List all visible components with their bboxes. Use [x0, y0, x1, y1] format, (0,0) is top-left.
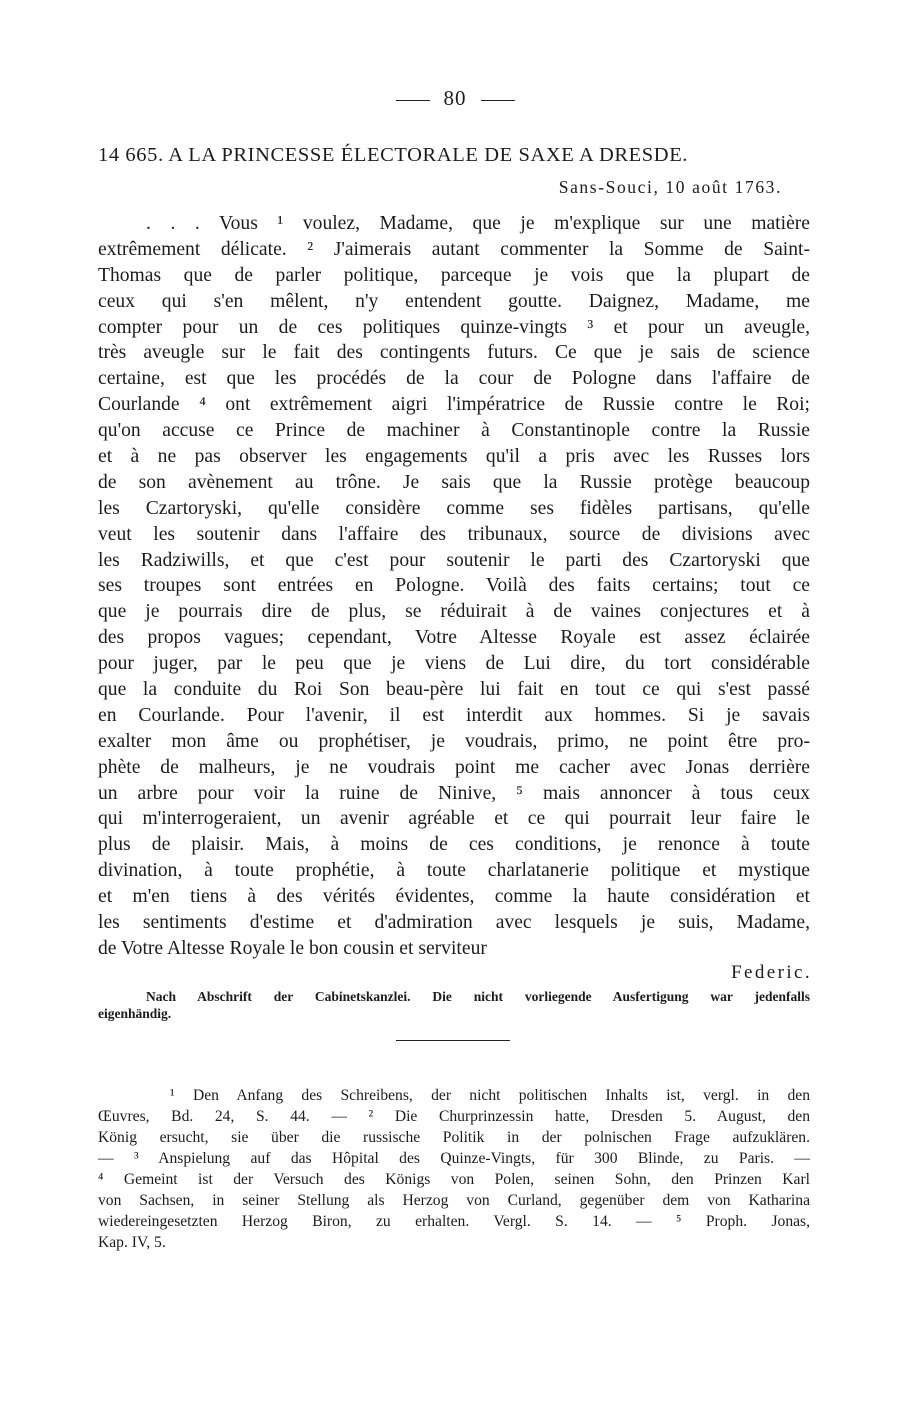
letter-body — [98, 211, 810, 962]
page-header — [98, 86, 812, 111]
footnote-line: — ³ Anspielung auf das Hôpital des Quinze-Vingts, für 300 Blinde, zu Paris. — — [98, 1150, 810, 1167]
body-line: et à ne pas observer les engagements qu'il a pris avec les Russes lors — [98, 446, 810, 468]
place-date: Sans-Souci, 10 août 1763. — [558, 177, 782, 197]
body-line: des propos vagues; cependant, Votre Altesse Royale est assez éclairée — [98, 627, 810, 649]
footnote-line: wiedereingesetzten Herzog Biron, zu erhalten. Vergl. S. 14. — ⁵ Proph. Jonas, — [98, 1213, 810, 1230]
body-line: extrêmement délicate. ² J'aimerais autant commenter la Somme de Saint- — [98, 238, 810, 260]
body-line: ses troupes sont entrées en Pologne. Voilà des faits certains; tout ce — [98, 575, 810, 597]
footnote-line: König ersucht, sie über die russische Politik in der polnischen Frage aufzuklären. — [98, 1129, 810, 1146]
body-line: . . . Vous ¹ voulez, Madame, que je m'explique sur une matière — [146, 213, 810, 234]
body-line: certaine, est que les procédés de la cour de Pologne dans l'affaire de — [98, 368, 810, 390]
body-line: Thomas que de parler politique, parceque je vois que la plupart de — [98, 264, 810, 286]
page-number: 80 — [443, 86, 467, 110]
body-line: très aveugle sur le fait des contingents futurs. Ce que je sais de science — [98, 342, 810, 364]
body-line: compter pour un de ces politiques quinze-vingts ³ et pour un aveugle, — [98, 316, 810, 338]
body-line: qui m'interrogeraient, un avenir agréable et ce qui pourrait leur faire le — [98, 808, 810, 830]
source-note-line: eigenhändig. — [98, 1006, 172, 1021]
footnote-line: ⁴ Gemeint ist der Versuch des Königs von Polen, seinen Sohn, den Prinzen Karl — [98, 1171, 810, 1188]
body-line: ceux qui s'en mêlent, n'y entendent goutte. Daignez, Madame, me — [98, 290, 810, 312]
body-line: veut les soutenir dans l'affaire des tribunaux, source de divisions avec — [98, 523, 810, 545]
footnote-line: Œuvres, Bd. 24, S. 44. — ² Die Churprinzessin hatte, Dresden 5. August, den — [98, 1108, 810, 1125]
right-dash — [481, 100, 515, 101]
footnote-line: Kap. IV, 5. — [98, 1234, 166, 1251]
left-dash — [396, 100, 430, 101]
separator-rule — [396, 1040, 510, 1041]
signature: Federic. — [731, 962, 812, 983]
body-line: phète de malheurs, je ne voudrais point me cacher avec Jonas derrière — [98, 756, 810, 778]
letter-heading: 14 665. A LA PRINCESSE ÉLECTORALE DE SAXE A DRESDE. — [98, 144, 689, 166]
source-note-line: Nach Abschrift der Cabinetskanzlei. Die nicht vorliegende Ausfertigung war jedenfalls — [146, 989, 810, 1004]
footnote-line: von Sachsen, in seiner Stellung als Herzog von Curland, gegenüber dem von Katharina — [98, 1192, 810, 1209]
body-line: un arbre pour voir la ruine de Ninive, ⁵ mais annoncer à tous ceux — [98, 782, 810, 804]
body-line: les Radziwills, et que c'est pour soutenir le parti des Czartoryski que — [98, 549, 810, 571]
body-line: que je pourrais dire de plus, se réduirait à de vaines conjectures et à — [98, 601, 810, 623]
body-line: plus de plaisir. Mais, à moins de ces conditions, je renonce à toute — [98, 834, 810, 856]
body-line: divination, à toute prophétie, à toute charlatanerie politique et mystique — [98, 860, 810, 882]
footnote-line: ¹ Den Anfang des Schreibens, der nicht politischen Inhalts ist, vergl. in den — [170, 1087, 810, 1104]
body-line: les Czartoryski, qu'elle considère comme ses fidèles partisans, qu'elle — [98, 497, 810, 519]
source-note — [98, 988, 810, 1022]
body-line: que la conduite du Roi Son beau-père lui fait en tout ce qui s'est passé — [98, 679, 810, 701]
body-line: de son avènement au trône. Je sais que la Russie protège beaucoup — [98, 471, 810, 493]
footnotes — [98, 1085, 810, 1253]
body-line: de Votre Altesse Royale le bon cousin et serviteur — [98, 937, 487, 959]
body-line: qu'on accuse ce Prince de machiner à Constantinople contre la Russie — [98, 420, 810, 442]
body-line: pour juger, par le peu que je viens de Lui dire, du tort considérable — [98, 653, 810, 675]
body-line: et m'en tiens à des vérités évidentes, comme la haute considération et — [98, 886, 810, 908]
body-line: Courlande ⁴ ont extrêmement aigri l'impératrice de Russie contre le Roi; — [98, 394, 810, 416]
document-page — [98, 0, 812, 1404]
body-line: les sentiments d'estime et d'admiration avec lesquels je suis, Madame, — [98, 912, 810, 934]
body-line: exalter mon âme ou prophétiser, je voudrais, primo, ne point être pro- — [98, 730, 810, 752]
body-line: en Courlande. Pour l'avenir, il est interdit aux hommes. Si je savais — [98, 704, 810, 726]
